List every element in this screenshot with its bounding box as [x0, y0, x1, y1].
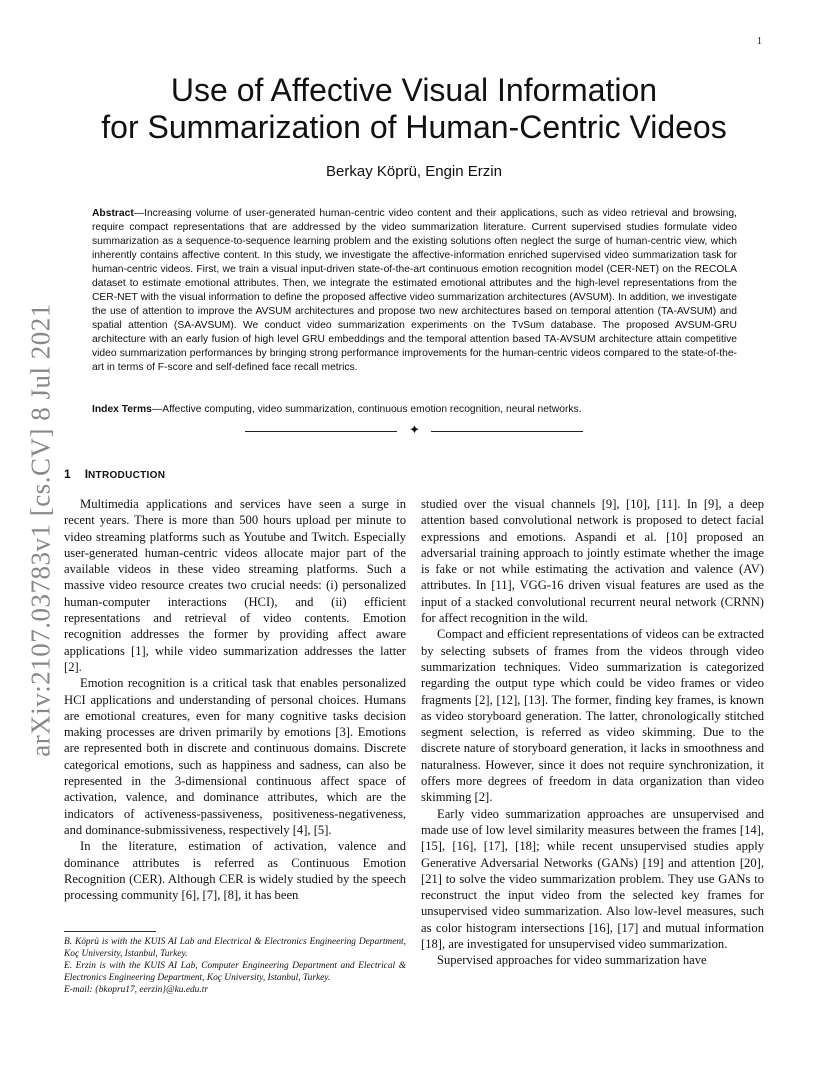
left-column — [64, 496, 406, 903]
footnote: E. Erzin is with the KUIS AI Lab, Computer Engineering Department and Electrical & Electronics Engineering Department, Koç University, Istanbul, Turkey. — [64, 961, 406, 984]
section-title-rest: NTRODUCTION — [88, 470, 166, 481]
paper-title — [60, 72, 768, 146]
footnote-email: E-mail: {bkopru17, eerzin}@ku.edu.tr — [64, 985, 208, 996]
right-column — [421, 496, 764, 969]
abstract — [92, 207, 737, 375]
paragraph: Emotion recognition is a critical task that enables personalized HCI applications and understanding of personal choices. Humans are emotional creatures, even for many cognitive tasks decision making processes are driven primarily by emotions [3]. Emotions are represented both in discrete and continuous domains. Discrete categorical emotions, such as happiness and sadness, can also be represented in the 3-dimensional continuous affect space of activation, valence, and dominance attributes, which are the indicators of activeness-passiveness, positiveness-negativeness, and dominance-submissiveness, respectively [4], [5]. — [64, 676, 406, 837]
arxiv-stamp — [21, 300, 61, 760]
paragraph: Early video summarization approaches are unsupervised and made use of low level similarity measures between the frames [14], [15], [16], [17], [18]; while recent unsupervised studies apply Generative Adversarial Networks (GANs) [19] and attention [20], [21] to solve the video summarization problem. They use GANs to reconstruct the input video from the selected key frames for unsupervised video summarization. Also low-level measures, such as color histogram intersections [16], [17] and mutual information [18], are investigated for unsupervised video summarization. — [421, 806, 764, 952]
paragraph: Compact and efficient representations of videos can be extracted by selecting subsets of frames from the videos through video summarization techniques. Video summarization is categorized regarding the output type which could be video frames or video fragments [2], [12], [13]. The former, finding key frames, is known as video storyboard generation. The latter, chronologically stitched segment selection, is referred as video skimming. Due to the discrete nature of storyboard generation, it lacks in smoothness and naturalness. However, since it does not require synchronization, it offers more degrees of freedom in data organization than video skimming [2]. — [421, 627, 764, 805]
paragraph: Supervised approaches for video summarization have — [437, 953, 707, 968]
index-terms — [92, 403, 737, 417]
title-line-2: for Summarization of Human-Centric Videos — [101, 109, 727, 145]
abstract-text: —Increasing volume of user-generated human-centric video content and their applications, such as video retrieval and browsing, require compact representations that are addressed by the video summarization literature. Current supervised studies formulate video summarization as a sequence-to-sequence learning problem and the existing solutions often neglect the surge of human-centric view, which inherently contains affective content. In this study, we investigate the affective-information enriched supervised video summarization task for human-centric videos. First, we train a visual input-driven state-of-the-art continuous emotion recognition model (CER-NET) on the RECOLA dataset to estimate emotional attributes. Then, we integrate the estimated emotional attributes and the high-level representations from the CER-NET with the visual information to define the proposed affective video summarization architectures (AVSUM). In addition, we investigate the use of attention to improve the AVSUM architectures and propose two new architectures based on temporal attention (TA-AVSUM) and spatial attention (SA-AVSUM). We conduct video summarization experiments on the TvSum database. The proposed AVSUM-GRU architecture with an early fusion of high level GRU embeddings and the temporal attention based TA-AVSUM architecture attain competitive video summarization performances by bringing strong performance improvements for the human-centric videos compared to the state-of-the-art in terms of F-score and self-defined face recall metrics. — [92, 208, 737, 373]
page-number: 1 — [757, 36, 762, 47]
separator-diamond-icon: ✦ — [409, 423, 420, 438]
authors: Berkay Köprü, Engin Erzin — [326, 163, 502, 180]
separator-left-rule — [245, 431, 397, 432]
index-terms-label: Index Terms — [92, 404, 152, 415]
paragraph: studied over the visual channels [9], [10], [11]. In [9], a deep attention based convolutional network is proposed to detect facial expressions and emotions. Aspandi et al. [10] proposed an adversarial training approach to jointly estimate whether the image is fake or not while estimating the activation and valence (AV) attributes. In [11], VGG-16 driven visual features are used as the input of a stacked convolutional recurrent neural network (CRNN) for affect recognition in the wild. — [421, 497, 764, 626]
index-terms-text: —Affective computing, video summarization, continuous emotion recognition, neural networks. — [151, 404, 582, 415]
abstract-label: Abstract — [92, 208, 134, 219]
arxiv-stamp-text: arXiv:2107.03783v1 [cs.CV] 8 Jul 2021 — [25, 303, 56, 757]
title-line-1: Use of Affective Visual Information — [170, 72, 658, 108]
footnote-rule — [64, 931, 156, 932]
section-number: 1 — [64, 467, 71, 481]
section-first-letter: I — [84, 467, 89, 481]
footnote: B. Köprü is with the KUIS AI Lab and Electrical & Electronics Engineering Department, Koç University, Istanbul, Turkey. — [64, 937, 406, 960]
separator-right-rule — [431, 431, 583, 432]
paragraph: Multimedia applications and services have seen a surge in recent years. There is more than 500 hours upload per minute to video streaming platforms such as Youtube and Twitch. Especially user-generated human-centric videos allocate major part of the available videos in these video streaming platforms. Such a massive video resource creates two crucial needs: (i) personalized human-computer interactions (HCI), and (ii) efficient representations and retrieval of video contents. Emotion recognition addresses the former by providing affect aware applications [1], while video summarization addresses the latter [2]. — [64, 497, 406, 674]
section-heading — [64, 467, 165, 481]
footnotes — [64, 936, 406, 996]
paragraph: In the literature, estimation of activation, valence and dominance attributes is referred as Continuous Emotion Recognition (CER). Although CER is widely studied by the speech processing community [6], [7], [8], it has been — [64, 839, 406, 903]
